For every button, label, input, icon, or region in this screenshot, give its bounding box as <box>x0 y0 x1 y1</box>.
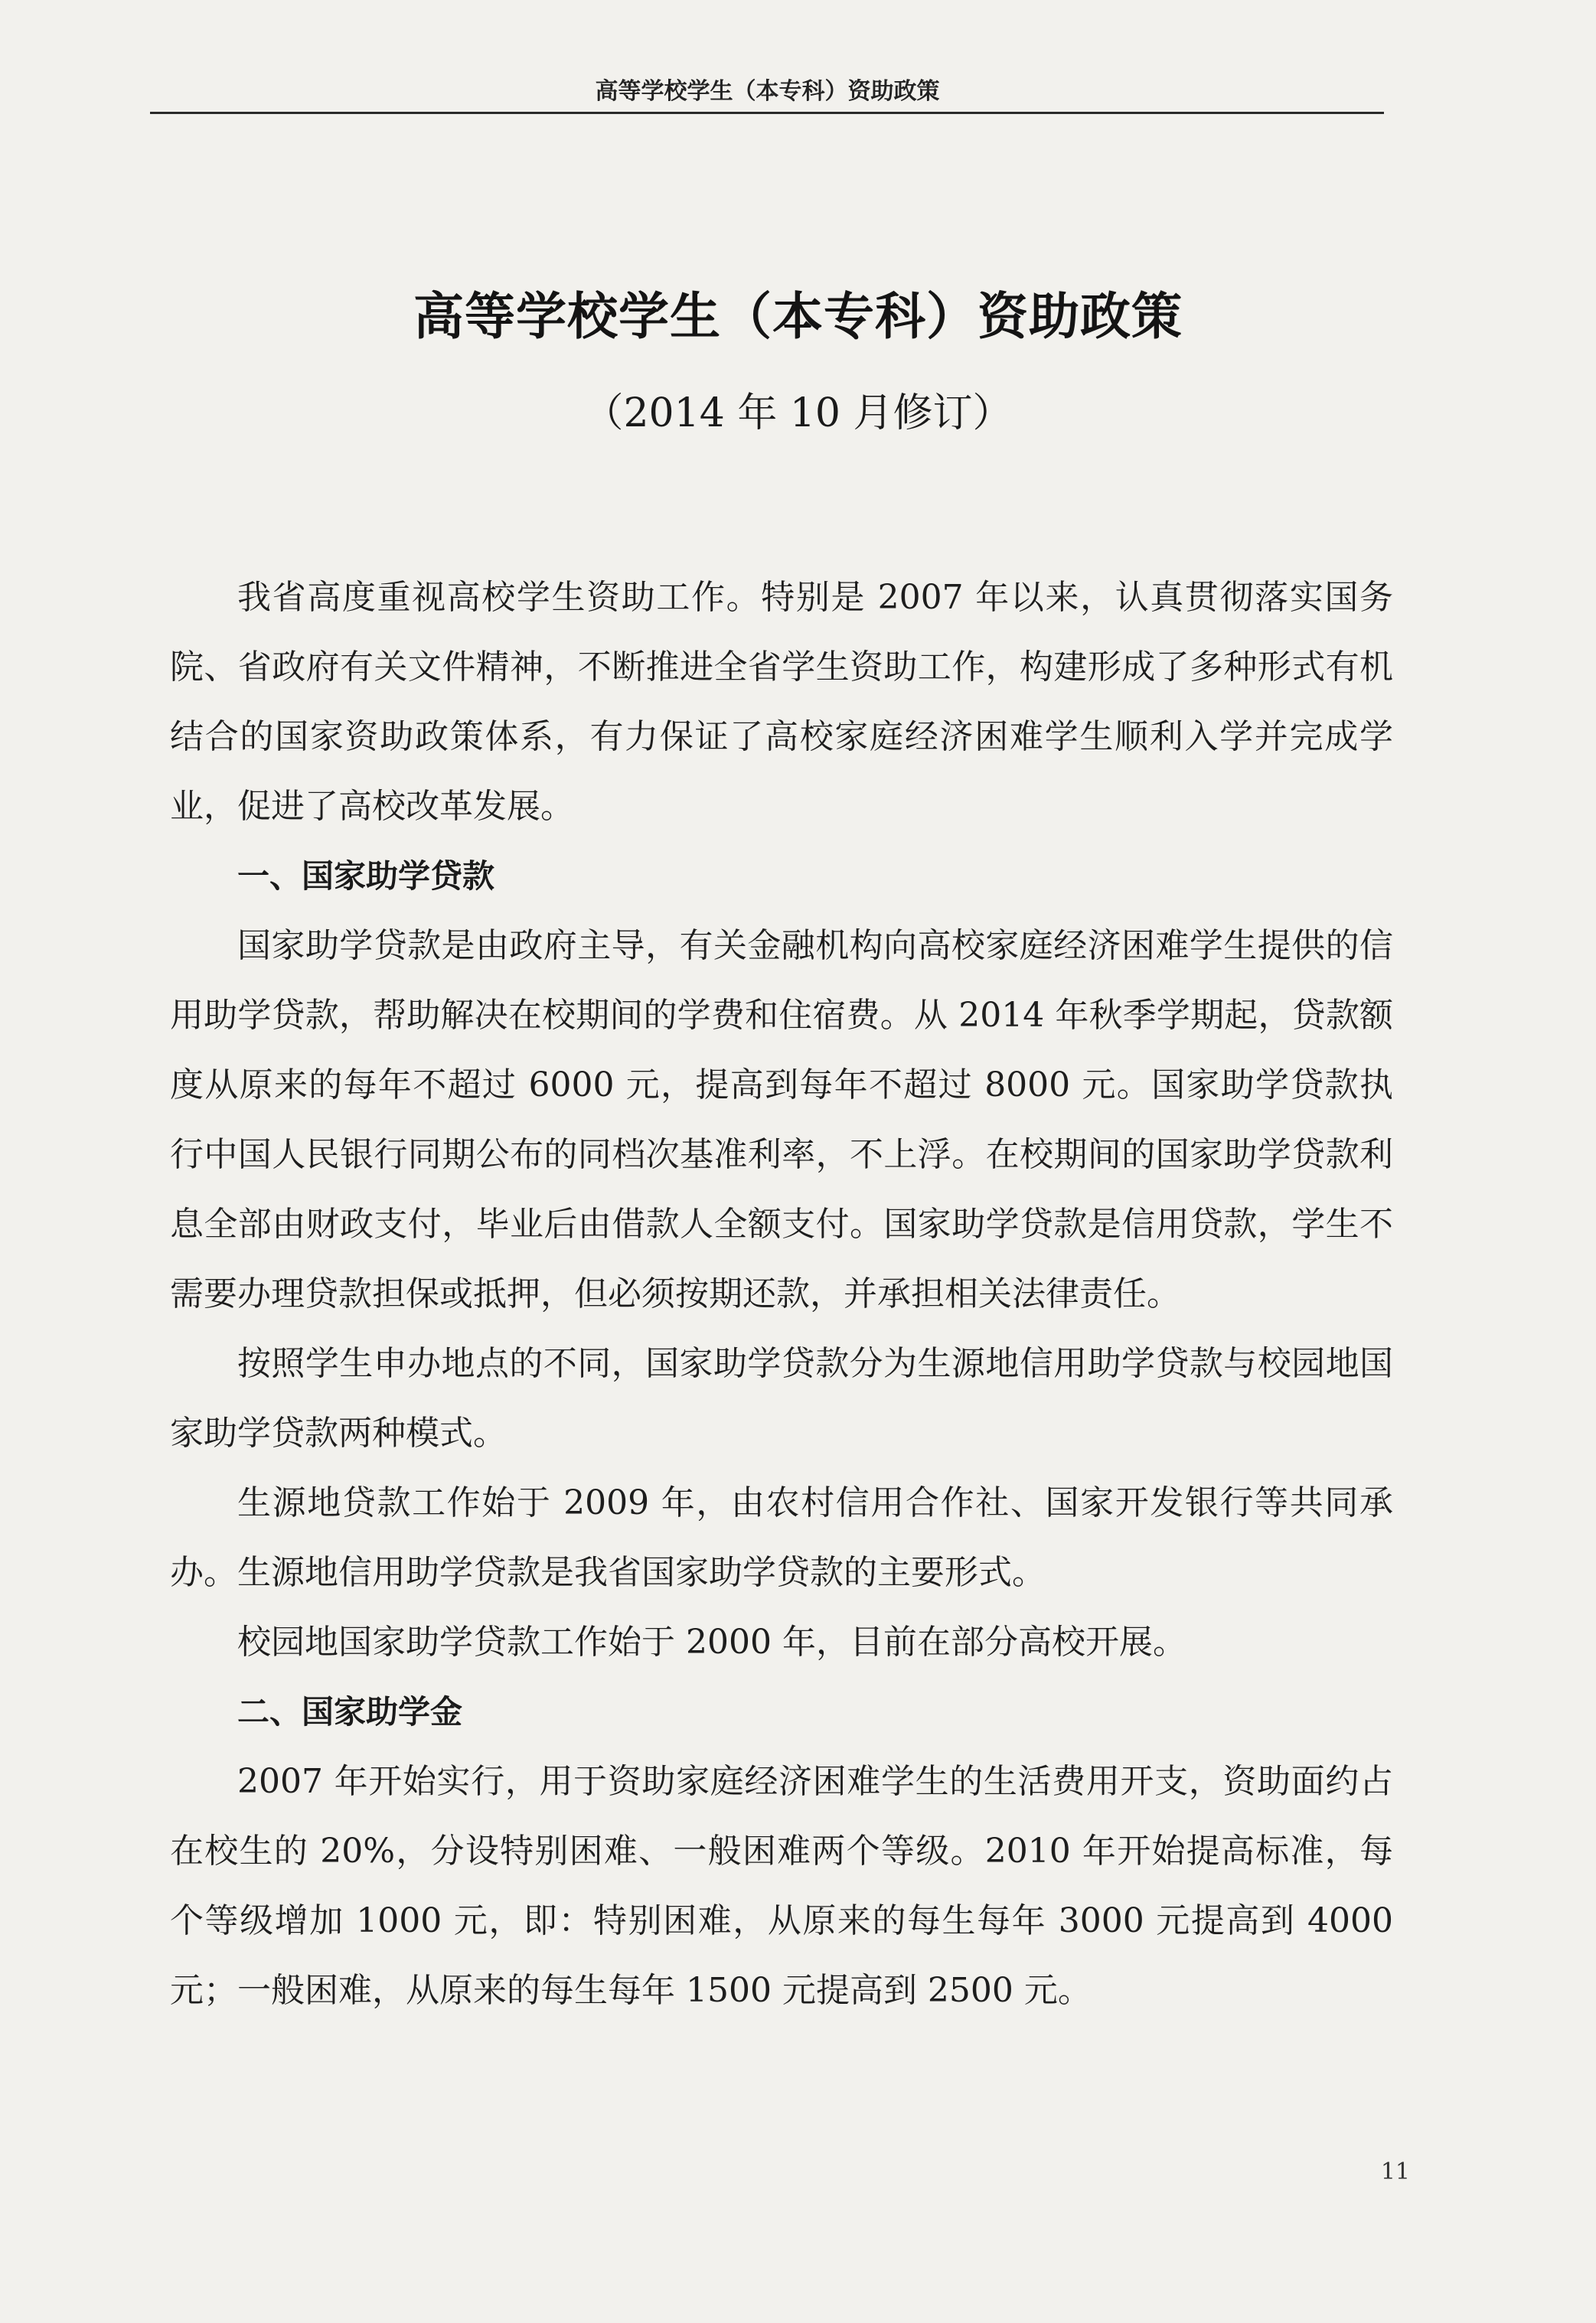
document-subtitle: （2014 年 10 月修订） <box>583 390 1013 436</box>
section-loans <box>170 841 1393 1677</box>
section-grants <box>170 1677 1393 2025</box>
document-body <box>170 563 1393 2025</box>
body-paragraph: 生源地贷款工作始于 2009 年，由农村信用合作社、国家开发银行等共同承办。生源地信用助学贷款是我省国家助学贷款的主要形式。 <box>170 1483 1393 1592</box>
running-header: 高等学校学生（本专科）资助政策 <box>595 78 940 105</box>
section-heading: 二、国家助学金 <box>237 1693 463 1731</box>
document-title: 高等学校学生（本专科）资助政策 <box>413 286 1183 346</box>
body-paragraph: 2007 年开始实行，用于资助家庭经济困难学生的生活费用开支，资助面约占在校生的 20%，分设特别困难、一般困难两个等级。2010 年开始提高标准，每个等级增加 1000 元，即：特别困难，从原来的每生每年 3000 元提高到 4000 元；一般困难，从原来的每生每年 1500 元提高到 2500 元。 <box>170 1762 1393 2010</box>
body-paragraph: 按照学生申办地点的不同，国家助学贷款分为生源地信用助学贷款与校园地国家助学贷款两种模式。 <box>170 1344 1393 1453</box>
header-rule <box>150 112 1384 114</box>
body-paragraph: 国家助学贷款是由政府主导，有关金融机构向高校家庭经济困难学生提供的信用助学贷款，帮助解决在校期间的学费和住宿费。从 2014 年秋季学期起，贷款额度从原来的每年不超过 6000 元，提高到每年不超过 8000 元。国家助学贷款执行中国人民银行同期公布的同档次基准利率，不上浮。在校期间的国家助学贷款利息全部由财政支付，毕业后由借款人全额支付。国家助学贷款是信用贷款，学生不需要办理贷款担保或抵押，但必须按期还款，并承担相关法律责任。 <box>170 926 1393 1313</box>
section-heading: 一、国家助学贷款 <box>237 857 495 895</box>
page-number: 11 <box>1380 2158 1410 2185</box>
body-paragraph: 校园地国家助学贷款工作始于 2000 年，目前在部分高校开展。 <box>237 1623 1186 1662</box>
intro-paragraph: 我省高度重视高校学生资助工作。特别是 2007 年以来，认真贯彻落实国务院、省政府有关文件精神，不断推进全省学生资助工作，构建形成了多种形式有机结合的国家资助政策体系，有力保证了高校家庭经济困难学生顺利入学并完成学业，促进了高校改革发展。 <box>170 578 1393 826</box>
